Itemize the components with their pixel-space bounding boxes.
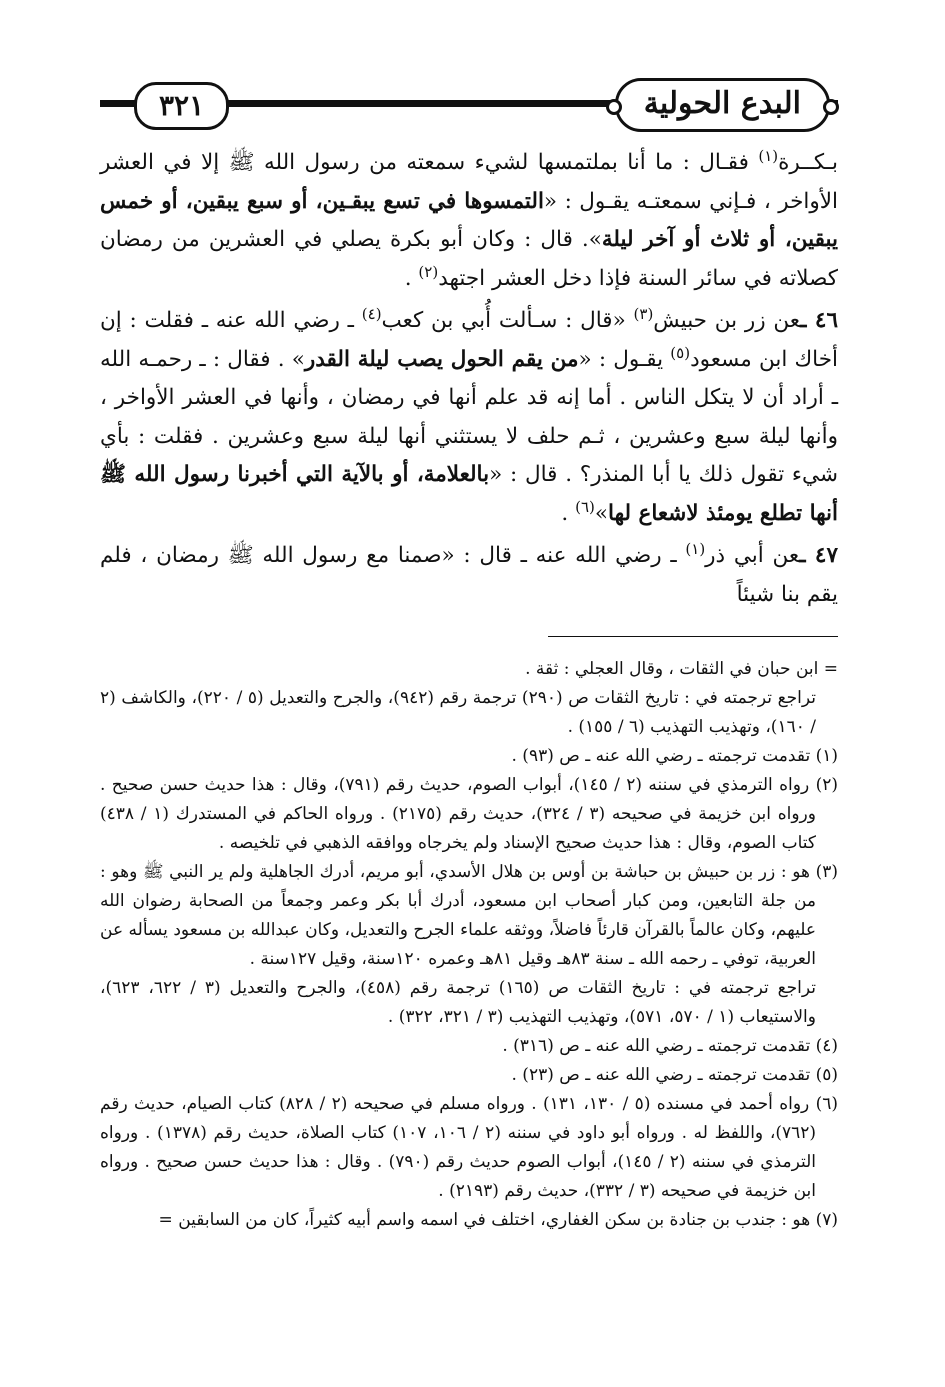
text-run: ». قال : وكان أبو بكرة يصلي في العشرين من رمضان كصلاته في سائر السنة فإذا دخل العشر اجتهد bbox=[100, 227, 838, 291]
footnote-continuation: = ابن حبان في الثقات ، وقال العجلي : ثقة . bbox=[525, 659, 838, 679]
footnote-6: (٦) رواه أحمد في مسنده (٥ / ١٣٠، ١٣١) . ورواه مسلم في صحيحه (٢ / ٨٢٨) كتاب الصيام، حديث رقم (٧٦٢)، واللفظ له . ورواه أبو داود في سننه (٢ / ١٠٦، ١٠٧) كتاب الصلاة، حديث رقم (١٣٧٨) . ورواه الترمذي في سننه (٢ / ١٤٥)، أبواب الصوم حديث رقم (٧٩٠) . وقال : هذا حديث حسن صحيح . ورواه ابن خزيمة في صحيحه (٣ / ٣٣٢)، حديث رقم (٢١٩٣) . bbox=[100, 1094, 838, 1201]
main-text bbox=[100, 144, 838, 614]
footnote-ref[interactable]: (٣) bbox=[633, 304, 654, 323]
text-run: . bbox=[561, 500, 576, 526]
footnote-1: (١) تقدمت ترجمته ـ رضي الله عنه ـ ص (٩٣) . bbox=[511, 746, 838, 766]
item-number: ٤٦ ـ bbox=[800, 308, 838, 333]
text-run: ـ رضي الله عنه ـ قال : «صمنا مع رسول الله ﷺ رمضان ، فلم يقم بنا شيئاً bbox=[100, 543, 838, 607]
paragraph-46 bbox=[100, 302, 838, 533]
footnote-5: (٥) تقدمت ترجمته ـ رضي الله عنه ـ ص (٢٣) . bbox=[511, 1065, 838, 1085]
text-run: فقـال : ما أنا بملتمسها لشيء سمعته من رسول الله ﷺ إلا في العشر الأواخر ، فـإني سمعتـه يقـول : « bbox=[100, 150, 838, 214]
running-header bbox=[100, 70, 838, 134]
text-run: بـكــرة bbox=[778, 150, 838, 175]
paragraph-47 bbox=[100, 537, 838, 614]
page-number: ٣٢١ bbox=[134, 82, 229, 130]
text-run: . bbox=[404, 265, 419, 291]
hadith-quote: من يقم الحول يصب ليلة القدر bbox=[304, 346, 579, 372]
footnotes bbox=[100, 655, 838, 1235]
footnote-3-sources: تراجع ترجمته في : تاريخ الثقات ص (١٦٥) ترجمة رقم (٤٥٨)، والجرح والتعديل (٣ / ٦٢٢، ٦٢٣)، والاستيعاب (١ / ٥٧٠، ٥٧١)، وتهذيب التهذيب (٣ / ٣٢١، ٣٢٢) . bbox=[100, 978, 816, 1027]
footnote-2: (٢) رواه الترمذي في سننه (٢ / ١٤٥)، أبواب الصوم، حديث رقم (٧٩١)، وقال : هذا حديث حسن صحيح . ورواه ابن خزيمة في صحيحه (٣ / ٣٢٤)، حديث رقم (٢١٧٥) . ورواه الحاكم في المستدرك (١ / ٤٣٨) كتاب الصوم، وقال : هذا حديث صحيح الإسناد ولم يخرجاه ووافقه الذهبي في تلخيصه . bbox=[100, 775, 838, 853]
footnote-ref[interactable]: (٦) bbox=[575, 497, 595, 516]
footnote-ref[interactable]: (١) bbox=[685, 539, 706, 558]
paragraph-1 bbox=[100, 144, 838, 298]
text-run: ـ رضي الله عنه ـ فقلت : إن أخاك ابن مسعود bbox=[100, 308, 838, 372]
footnote-3: (٣) هو : زر بن حبيش بن حباشة بن أوس بن هلال الأسدي، أبو مريم، أدرك الجاهلية ولم ير النبي ﷺ وهو : من جلة التابعين، ومن كبار أصحاب ابن مسعود، أدرك أبا بكر وعمر وجمعاً من الصحابة رضوان الله عليهم، وكان عالماً بالقرآن قارئاً فاضلاً، ووثقه علماء الجرح والتعديل، وكان عبدالله بن مسعود يسأله عن العربية، توفي ـ رحمه الله ـ سنة ٨٣هـ وقيل ٨١هـ وعمره ١٢٠سنة، وقيل ١٢٧سنة . bbox=[100, 862, 838, 969]
footnote-ref[interactable]: (٢) bbox=[418, 262, 439, 281]
footnote-7: (٧) هو : جندب بن جنادة بن سكن الغفاري، اختلف في اسمه واسم أبيه كثيراً، كان من السابقين = bbox=[158, 1210, 838, 1230]
hadith-quote: بالعلامة، أو بالآية التي أخبرنا رسول الله ﷺ أنها تطلع يومئذ لاشعاع لها bbox=[100, 462, 838, 526]
footnote-ref[interactable]: (٤) bbox=[361, 304, 382, 323]
footnote-4: (٤) تقدمت ترجمته ـ رضي الله عنه ـ ص (٣١٦) . bbox=[502, 1036, 838, 1056]
text-run: عن زر بن حبيش bbox=[653, 308, 801, 333]
text-run: عن أبي ذر bbox=[705, 543, 800, 568]
book-page bbox=[100, 70, 838, 1370]
text-run: » . فقال : ـ رحمـه الله ـ أراد أن لا يتكل الناس . أما إنه قد علم أنها في رمضان ، وأنها في العشر الأواخر ، وأنها ليلة سبع وعشرين ، ثـم حلف لا يستثني أنها ليلة سبع وعشرين . فقلت : بأي شيء تقول ذلك يا أبا المنذر؟ . قال : « bbox=[100, 346, 838, 487]
text-run: يقـول : « bbox=[578, 346, 671, 372]
text-run: » bbox=[594, 500, 609, 526]
footnote-separator bbox=[548, 636, 838, 637]
footnote-ref[interactable]: (١) bbox=[758, 146, 779, 165]
footnote-ref[interactable]: (٥) bbox=[670, 343, 691, 362]
item-number: ٤٧ ـ bbox=[799, 543, 838, 568]
book-title: البدع الحولية bbox=[615, 78, 830, 132]
footnote-continuation: تراجع ترجمته في : تاريخ الثقات ص (٢٩٠) ترجمة رقم (٩٤٢)، والجرح والتعديل (٥ / ٢٢٠)، والكاشف (٢ / ١٦٠)، وتهذيب التهذيب (٦ / ١٥٥) . bbox=[100, 688, 816, 737]
text-run: «قال : سـألت أُبي بن كعب bbox=[381, 308, 634, 333]
hadith-quote: التمسوها في تسع يبقـين، أو سبع يبقين، أو خمس يبقين، أو ثلاث أو آخر ليلة bbox=[100, 188, 838, 252]
